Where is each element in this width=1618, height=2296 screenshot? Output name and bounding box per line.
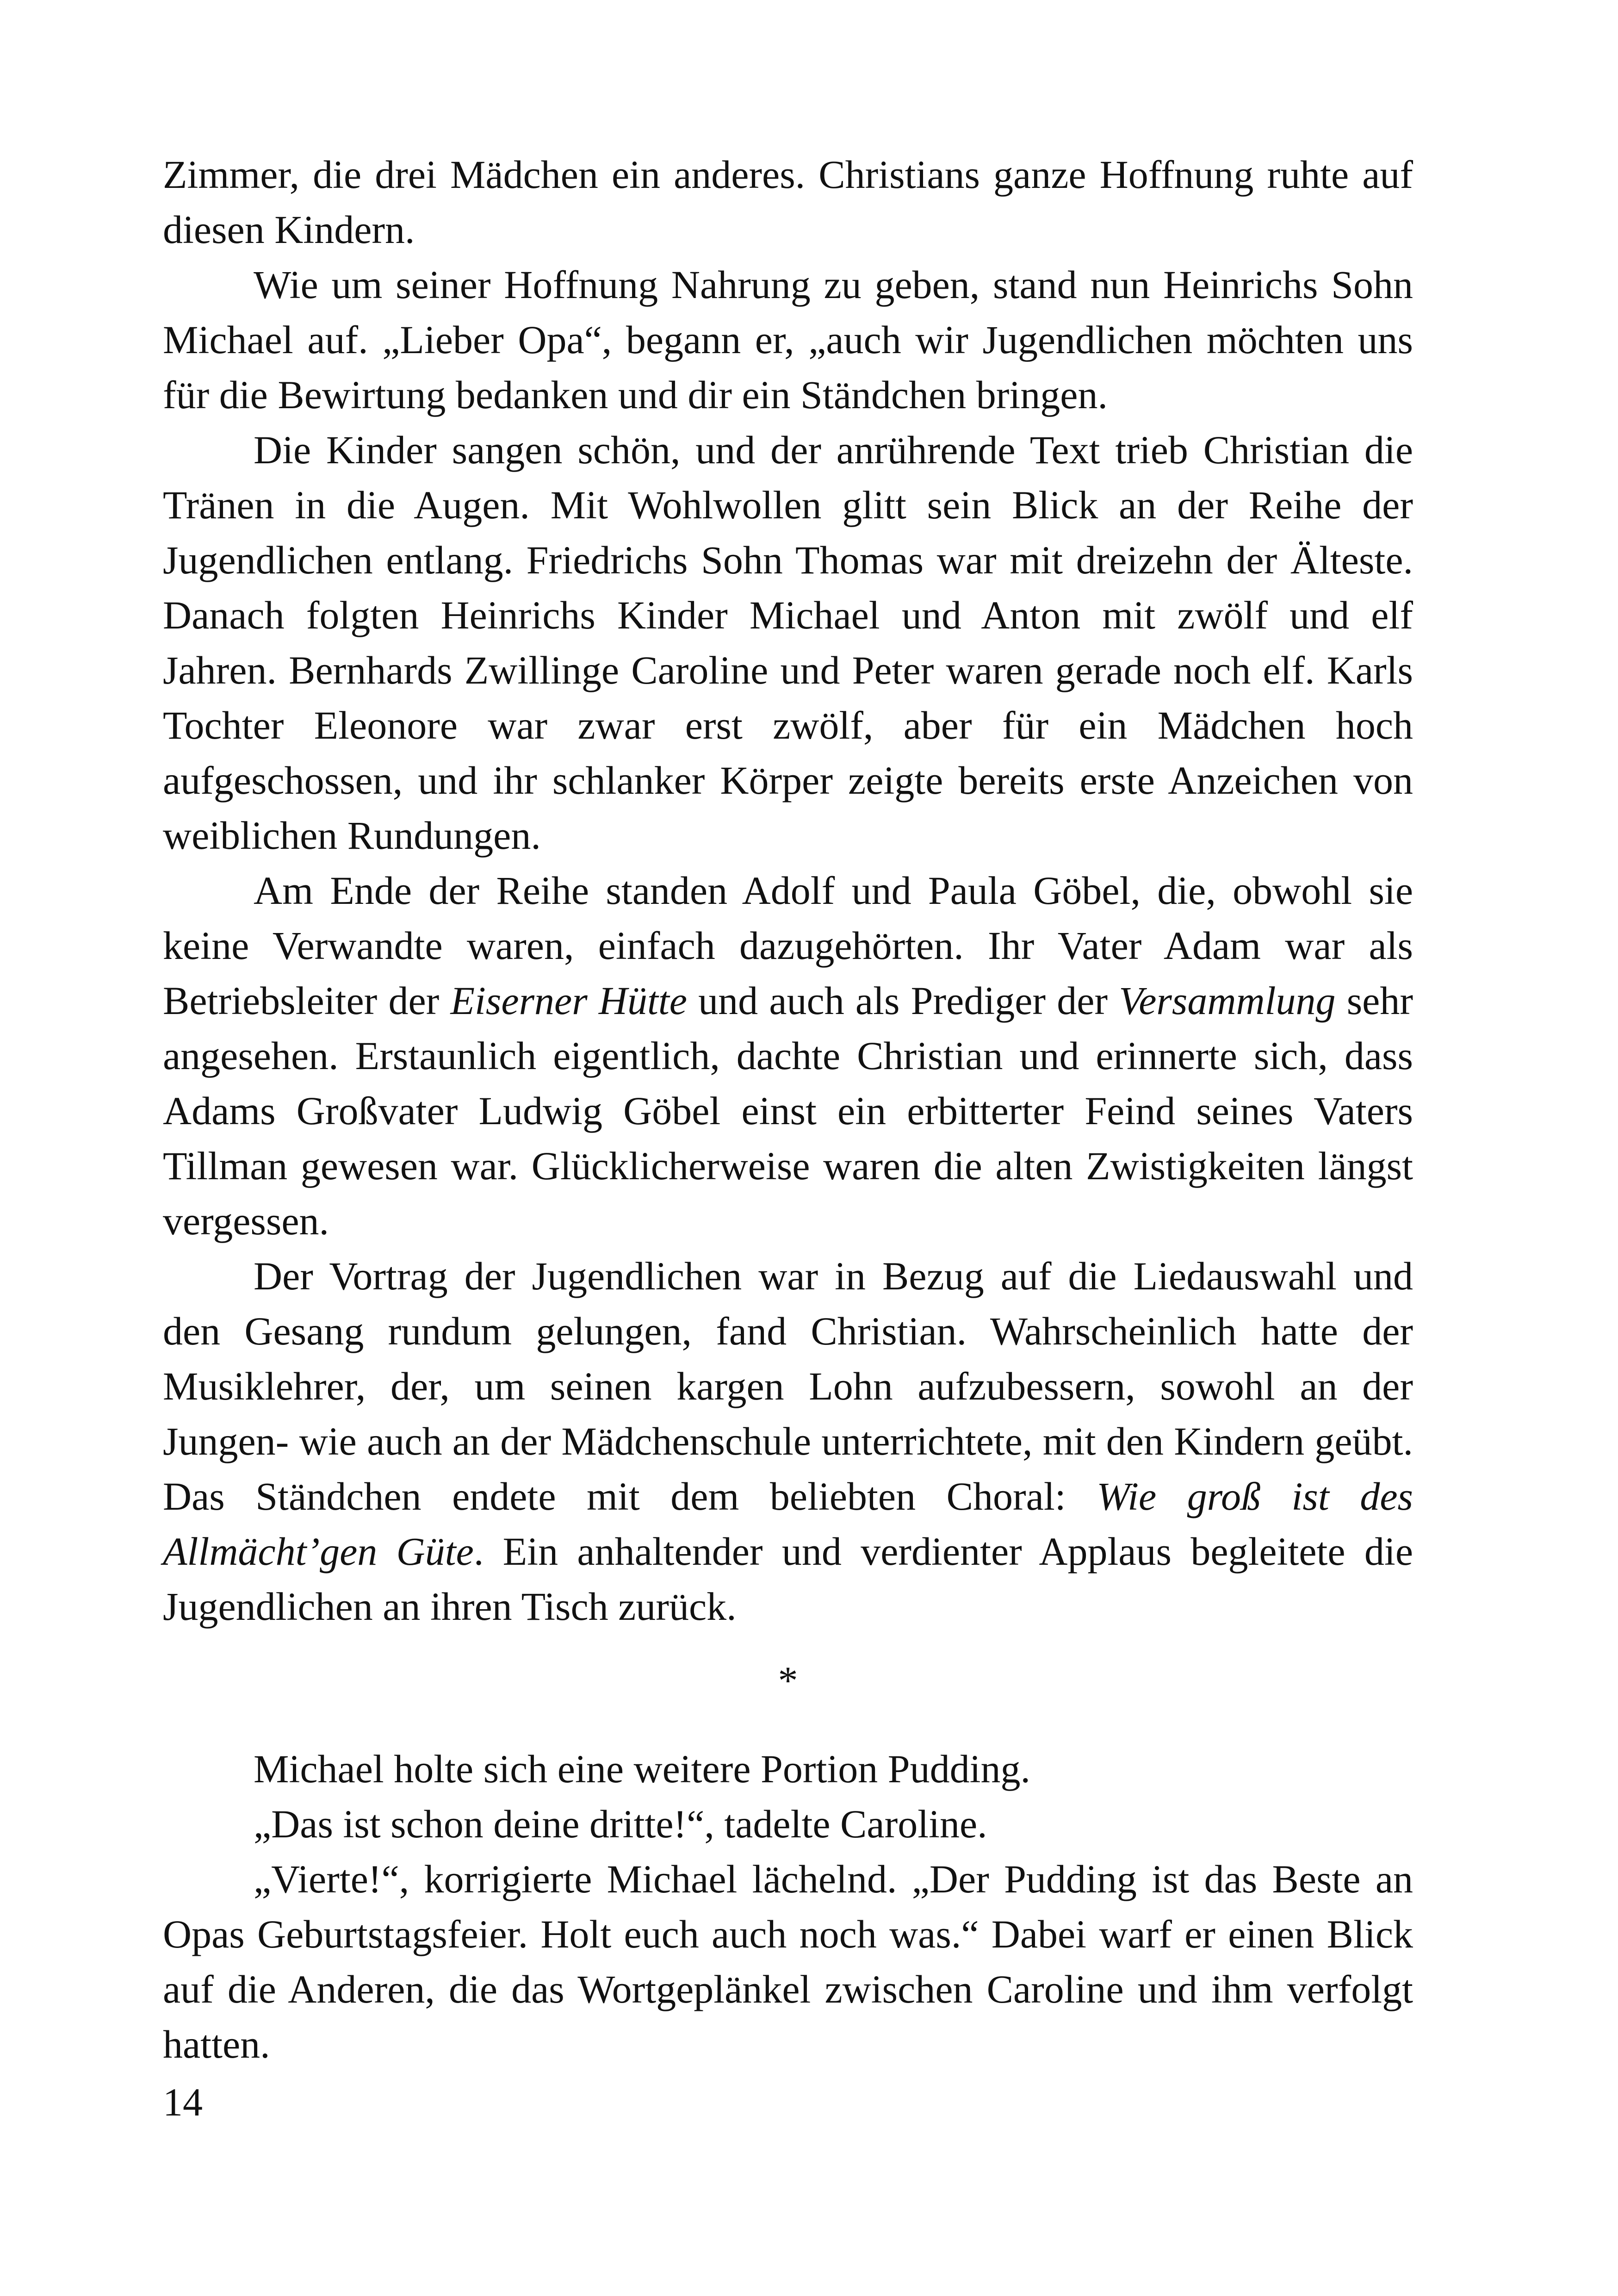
paragraph xyxy=(163,147,1413,257)
paragraph xyxy=(163,423,1413,863)
page-number: 14 xyxy=(163,2080,203,2124)
paragraph xyxy=(163,1852,1413,2072)
paragraph xyxy=(163,1742,1413,1797)
text-run: Der Vortrag der Jugendlichen war in Bezug auf die Liedauswahl und den Gesang rundum gelungen, fand Christian. Wahrscheinlich hatte der Musiklehrer, der, um seinen kargen Lohn aufzubessern, sowohl an der Jungen- wie auch an der Mädchenschule unterrichtete, mit den Kindern geübt. Das Ständchen endete mit dem beliebten Choral: xyxy=(163,1254,1413,1518)
paragraph xyxy=(163,863,1413,1249)
text-run: Michael holte sich eine weitere Portion Pudding. xyxy=(254,1747,1031,1791)
text-run: sehr angesehen. Erstaunlich eigentlich, dachte Christian und erinnerte sich, dass Adams Großvater Ludwig Göbel einst ein erbitterter Feind seines Vaters Tillman gewesen war. Glücklicherweise waren die alten Zwistigkeiten längst vergessen. xyxy=(163,978,1413,1243)
paragraphs-after-separator xyxy=(163,1742,1413,2072)
body-text xyxy=(163,147,1413,2072)
italic-text: Wie groß ist des Allmächt’gen Güte xyxy=(163,1474,1413,1574)
text-run: „Das ist schon deine dritte!“, tadelte Caroline. xyxy=(254,1802,987,1846)
text-run: Am Ende der Reihe standen Adolf und Paula Göbel, die, obwohl sie keine Verwandte waren, einfach dazugehörten. Ihr Vater Adam war als Betriebsleiter der xyxy=(163,868,1413,1023)
text-run: Die Kinder sangen schön, und der anrührende Text trieb Christian die Tränen in die Augen. Mit Wohlwollen glitt sein Blick an der Reihe der Jugendlichen entlang. Friedrichs Sohn Thomas war mit dreizehn der Älteste. Danach folgten Heinrichs Kinder Michael und Anton mit zwölf und elf Jahren. Bernhards Zwillinge Caroline und Peter waren gerade noch elf. Karls Tochter Eleonore war zwar erst zwölf, aber für ein Mädchen hoch aufgeschossen, und ihr schlanker Körper zeigte bereits erste Anzeichen von weiblichen Rundungen. xyxy=(163,428,1413,858)
paragraphs-before-separator xyxy=(163,147,1413,1634)
paragraph xyxy=(163,1249,1413,1634)
italic-text: Versammlung xyxy=(1119,978,1336,1023)
paragraph xyxy=(163,257,1413,423)
text-run: und auch als Prediger der xyxy=(687,978,1119,1023)
italic-text: Eiserner Hütte xyxy=(450,978,687,1023)
text-run: . Ein anhaltender und verdienter Applaus begleitete die Jugendlichen an ihren Tisch zurück. xyxy=(163,1529,1413,1629)
section-separator: * xyxy=(778,1658,798,1703)
text-run: Wie um seiner Hoffnung Nahrung zu geben, stand nun Heinrichs Sohn Michael auf. „Lieber Opa“, begann er, „auch wir Jugendlichen möchten uns für die Bewirtung bedanken und dir ein Ständchen bringen. xyxy=(163,262,1413,417)
text-run: „Vierte!“, korrigierte Michael lächelnd. „Der Pudding ist das Beste an Opas Geburtstagsfeier. Holt euch auch noch was.“ Dabei warf er einen Blick auf die Anderen, die das Wortgeplänkel zwischen Caroline und ihm verfolgt hatten. xyxy=(163,1857,1413,2066)
paragraph xyxy=(163,1797,1413,1852)
text-run: Zimmer, die drei Mädchen ein anderes. Christians ganze Hoffnung ruhte auf diesen Kindern. xyxy=(163,152,1413,252)
